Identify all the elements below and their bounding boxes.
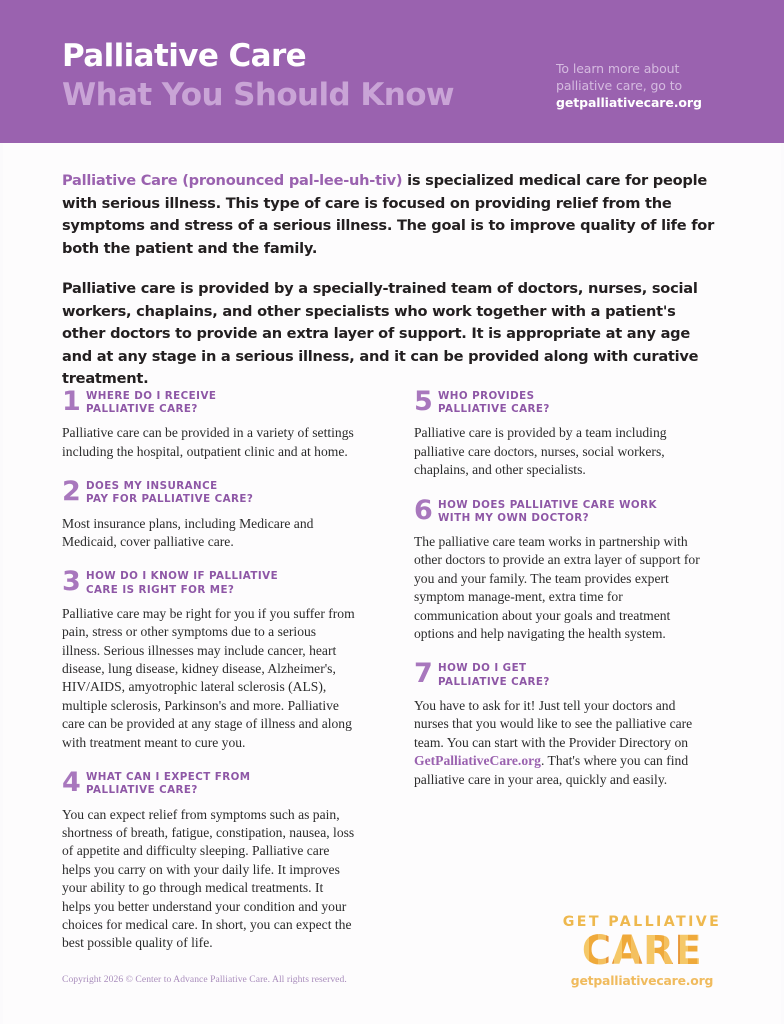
qa-item-4-head xyxy=(62,769,355,797)
qa-item-6-question-line-1: HOW DOES PALLIATIVE CARE WORK xyxy=(438,498,657,511)
qa-item-2-number: 2 xyxy=(62,476,80,508)
qa-item-3-answer: Palliative care may be right for you if you suffer from pain, stress or other symptoms due to a serious illness. Serious illnesses may include cancer, heart disease, lung disease, kidney disease, Alzheimer's, HIV/AIDS, amyotrophic lateral sclerosis (ALS), multiple sclerosis, Parkinson's and more. Palliative care can be provided at any stage of illness and along with treatment meant to cure you. xyxy=(62,605,355,750)
qa-item-5-question xyxy=(438,388,550,416)
qa-item-2-head xyxy=(62,478,355,506)
qa-columns xyxy=(0,386,784,951)
qa-item-1-answer: Palliative care can be provided in a variety of settings including the hospital, outpatient clinic and at home. xyxy=(62,425,354,459)
qa-item-2-question xyxy=(86,478,253,506)
header-title-block xyxy=(62,38,454,113)
get-palliative-care-logo xyxy=(556,914,728,989)
logo-main-text: CARE xyxy=(556,931,728,972)
qa-item-7 xyxy=(414,660,707,788)
learn-more-line-1: To learn more about xyxy=(556,61,680,76)
qa-item-3-question xyxy=(86,568,278,596)
qa-item-1 xyxy=(62,388,355,461)
qa-item-4-question-line-1: WHAT CAN I EXPECT FROM xyxy=(86,771,251,784)
qa-item-6-head xyxy=(414,494,707,526)
qa-item-6-question xyxy=(438,497,657,525)
qa-item-2-question-line-2: PAY FOR PALLIATIVE CARE? xyxy=(86,493,254,506)
qa-item-7-answer xyxy=(414,697,707,789)
qa-item-5 xyxy=(414,388,707,480)
qa-item-2 xyxy=(62,478,355,551)
qa-item-1-head xyxy=(62,388,355,416)
logo-url-text: getpalliativecare.org xyxy=(570,973,714,988)
qa-item-1-question xyxy=(86,388,216,416)
intro-paragraph-1 xyxy=(62,170,722,260)
qa-item-3-question-line-1: HOW DO I KNOW IF PALLIATIVE xyxy=(86,570,279,583)
qa-item-1-question-line-2: PALLIATIVE CARE? xyxy=(86,403,198,416)
qa-item-5-head xyxy=(414,388,707,416)
qa-item-1-number: 1 xyxy=(62,386,80,417)
qa-item-6-number: 6 xyxy=(414,494,432,526)
intro-section xyxy=(62,170,722,409)
qa-item-3 xyxy=(62,568,355,752)
qa-item-3-question-line-2: CARE IS RIGHT FOR ME? xyxy=(86,583,235,596)
qa-column-right xyxy=(414,388,707,806)
qa-item-6-question-line-2: WITH MY OWN DOCTOR? xyxy=(438,511,590,524)
qa-item-5-question-line-2: PALLIATIVE CARE? xyxy=(438,403,550,416)
logo-top-text: GET PALLIATIVE xyxy=(562,914,722,930)
page-subtitle: What You Should Know xyxy=(62,77,454,113)
page-header-banner xyxy=(0,0,784,143)
intro-accent-phrase: Palliative Care (pronounced pal-lee-uh-tiv) xyxy=(62,172,403,189)
qa-item-4-question-line-2: PALLIATIVE CARE? xyxy=(86,784,198,797)
header-website-link[interactable]: getpalliativecare.org xyxy=(556,95,702,110)
qa-item-4-answer: You can expect relief from symptoms such as pain, shortness of breath, fatigue, constipation, nausea, loss of appetite and difficulty sleeping. Palliative care helps you carry on with your daily life. It improves your ability to go through medical treatments. It helps you better understand your condition and your choices for medical care. In short, you can expect the best possible quality of life. xyxy=(62,806,355,951)
qa-item-2-answer: Most insurance plans, including Medicare and Medicaid, cover palliative care. xyxy=(62,515,314,550)
qa-item-7-question-line-2: PALLIATIVE CARE? xyxy=(438,675,550,688)
qa-item-7-answer-part-1: You have to ask for it! Just tell your doctors and nurses that you would like to see the palliative care team. You can start with the Provider Directory on xyxy=(414,697,693,750)
qa-item-6 xyxy=(414,494,707,644)
qa-item-3-head xyxy=(62,568,355,596)
intro-paragraph-1-rest: is specialized medical care for people with serious illness. This type of care is focused on providing relief from the symptoms and stress of a serious illness. The goal is to improve quality of life for both the patient and the family. xyxy=(62,172,715,257)
qa-item-3-number: 3 xyxy=(62,566,80,598)
learn-more-line-2: palliative care, go to xyxy=(556,78,683,93)
qa-item-4-question xyxy=(86,769,250,797)
qa-column-left xyxy=(62,388,355,970)
qa-item-1-question-line-1: WHERE DO I RECEIVE xyxy=(86,390,217,402)
qa-item-6-answer: The palliative care team works in partnership with other doctors to provide an extra layer of support for you and your family. The team provides expert symptom manage-ment, extra time for communication about your goals and treatment options and help navigating the health system. xyxy=(414,534,700,642)
qa-item-7-answer-part-2: . That's where you can find palliative care in your area, quickly and easily. xyxy=(414,753,689,787)
header-learn-more-block xyxy=(556,60,736,111)
getpalliativecare-link[interactable]: GetPalliativeCare.org xyxy=(414,753,541,769)
copyright-notice: Copyright 2026 © Center to Advance Palliative Care. All rights reserved. xyxy=(62,974,347,985)
qa-item-4 xyxy=(62,769,355,953)
qa-item-7-head xyxy=(414,660,707,688)
qa-item-2-question-line-1: DOES MY INSURANCE xyxy=(86,480,218,493)
qa-item-7-question xyxy=(438,660,550,688)
qa-item-7-number: 7 xyxy=(414,658,432,690)
qa-item-5-question-line-1: WHO PROVIDES xyxy=(438,390,535,402)
qa-item-7-question-line-1: HOW DO I GET xyxy=(438,662,527,675)
intro-paragraph-2: Palliative care is provided by a specially-trained team of doctors, nurses, social workers, chaplains, and other specialists who work together with a patient's other doctors to provide an extra layer of support. It is appropriate at any age and at any stage in a serious illness, and it can be provided along with curative treatment. xyxy=(62,280,699,387)
page-title: Palliative Care xyxy=(62,38,307,74)
qa-item-5-answer: Palliative care is provided by a team including palliative care doctors, nurses, social workers, chaplains, and other specialists. xyxy=(414,425,667,478)
qa-item-4-number: 4 xyxy=(62,767,80,799)
qa-item-5-number: 5 xyxy=(414,386,432,417)
